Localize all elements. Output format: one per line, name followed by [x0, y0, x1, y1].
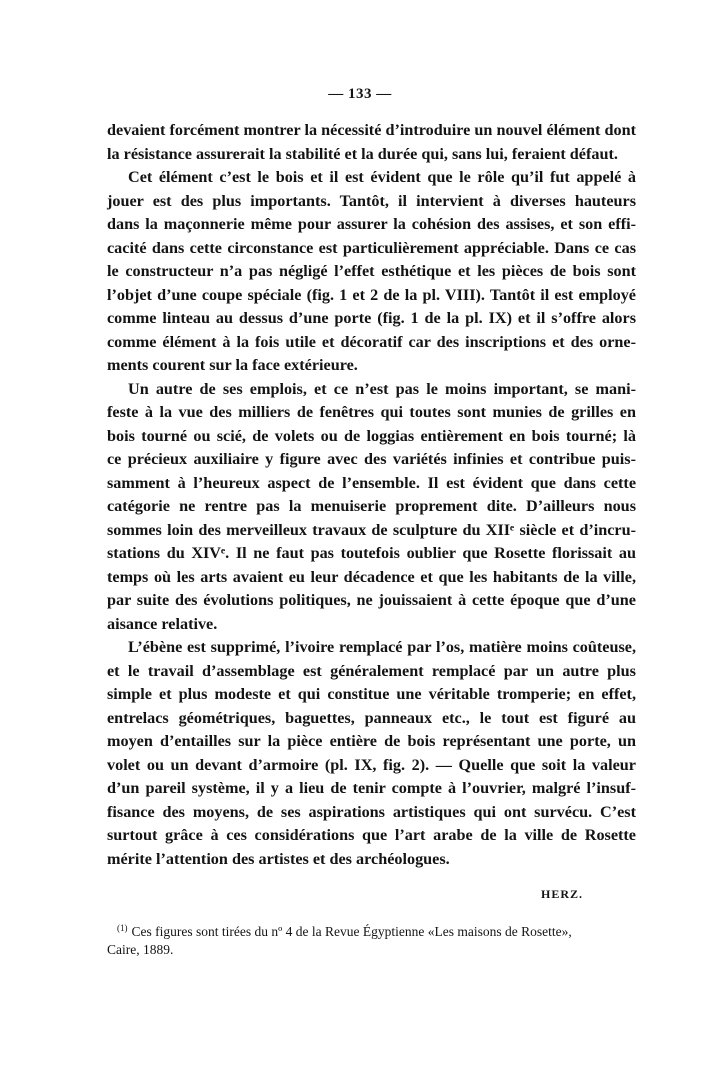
- paragraph: [107, 119, 636, 166]
- text-line: catégorie ne rentre pas la menuiserie proprement dite. D’ailleurs nous: [107, 497, 636, 515]
- text-line: Un autre de ses emplois, et ce n’est pas le moins important, se mani-: [128, 379, 636, 398]
- text-line: l’objet d’une coupe spéciale (fig. 1 et 2 de la pl. VIII). Tantôt il est employé: [107, 285, 636, 304]
- text-line: ments courent sur la face extérieure.: [107, 356, 358, 374]
- text-line: Cet élément c’est le bois et il est évident que le rôle qu’il fut appelé à: [128, 168, 636, 186]
- text-line: d’un pareil système, il y a lieu de tenir compte à l’ouvrier, malgré l’insuf-: [107, 779, 636, 797]
- paragraph: [107, 636, 636, 871]
- text-line: stations du XIVᵉ. Il ne faut pas toutefois oublier que Rosette florissait au: [107, 544, 636, 562]
- text-line: aisance relative.: [107, 614, 218, 633]
- text-line: sommes loin des merveilleux travaux de sculpture du XIIᵉ siècle et d’incru-: [107, 520, 636, 539]
- footnote-marker: (1): [117, 923, 128, 933]
- text-line: comme linteau au dessus d’une porte (fig. 1 de la pl. IX) et il s’offre alors: [107, 309, 636, 327]
- text-line: samment à l’heureux aspect de l’ensemble. Il est évident que dans cette: [107, 473, 636, 492]
- footnote-line: Caire, 1889.: [107, 942, 174, 957]
- text-line: et le travail d’assemblage est généralement remplacé par un autre plus: [107, 661, 636, 680]
- text-line: dans la maçonnerie même pour assurer la cohésion des assises, et son effi-: [107, 215, 636, 233]
- text-line: volet ou un devant d’armoire (pl. IX, fig. 2). — Quelle que soit la valeur: [107, 755, 636, 774]
- text-line: par suite des évolutions politiques, ne jouissaient à cette époque que d’une: [107, 591, 636, 609]
- footnote: [107, 918, 636, 960]
- footnote-line: [107, 918, 636, 939]
- paragraph: [107, 378, 636, 637]
- text-line: ce précieux auxiliaire y figure avec des variétés infinies et contribue puis-: [107, 450, 636, 468]
- text-line: feste à la vue des milliers de fenêtres qui toutes sont munies de grilles en: [107, 403, 636, 421]
- text-line: L’ébène est supprimé, l’ivoire remplacé par l’os, matière moins coûteuse,: [128, 638, 636, 656]
- text-line: le constructeur n’a pas négligé l’effet esthétique et les pièces de bois sont: [107, 262, 636, 280]
- text-line: temps où les arts avaient eu leur décadence et que les habitants de la ville,: [107, 567, 636, 586]
- paragraph: [107, 166, 636, 378]
- footnote-text: Ces figures sont tirées du nº 4 de la Revue Égyptienne «Les maisons de Rosette»,: [131, 924, 572, 939]
- text-line: entrelacs géométriques, baguettes, panneaux etc., le tout est figuré au: [107, 708, 636, 727]
- text-line: surtout grâce à ces considérations que l’art arabe de la ville de Rosette: [107, 826, 636, 844]
- text-line: comme élément à la fois utile et décoratif car des inscriptions et des orne-: [107, 332, 636, 351]
- text-line: mérite l’attention des artistes et des archéologues.: [107, 849, 450, 868]
- text-line: bois tourné ou scié, de volets ou de loggias entièrement en bois tourné; là: [107, 426, 636, 445]
- text-line: devaient forcément montrer la nécessité d’introduire un nouvel élément dont: [107, 121, 636, 139]
- text-line: la résistance assurerait la stabilité et la durée qui, sans lui, feraient défaut.: [107, 144, 618, 163]
- body-text: [107, 119, 636, 871]
- text-line: jouer est des plus importants. Tantôt, il intervient à diverses hauteurs: [107, 191, 636, 210]
- page-number: — 133 —: [328, 86, 392, 102]
- text-line: moyen d’entailles sur la pièce entière de bois représentant une porte, un: [107, 732, 636, 750]
- text-line: cacité dans cette circonstance est particulièrement appréciable. Dans ce cas: [107, 238, 636, 257]
- text-line: fisance des moyens, de ses aspirations artistiques qui ont survécu. C’est: [107, 802, 636, 821]
- text-line: simple et plus modeste et qui constitue une véritable tromperie; en effet,: [107, 685, 636, 703]
- signature: HERZ.: [541, 887, 584, 901]
